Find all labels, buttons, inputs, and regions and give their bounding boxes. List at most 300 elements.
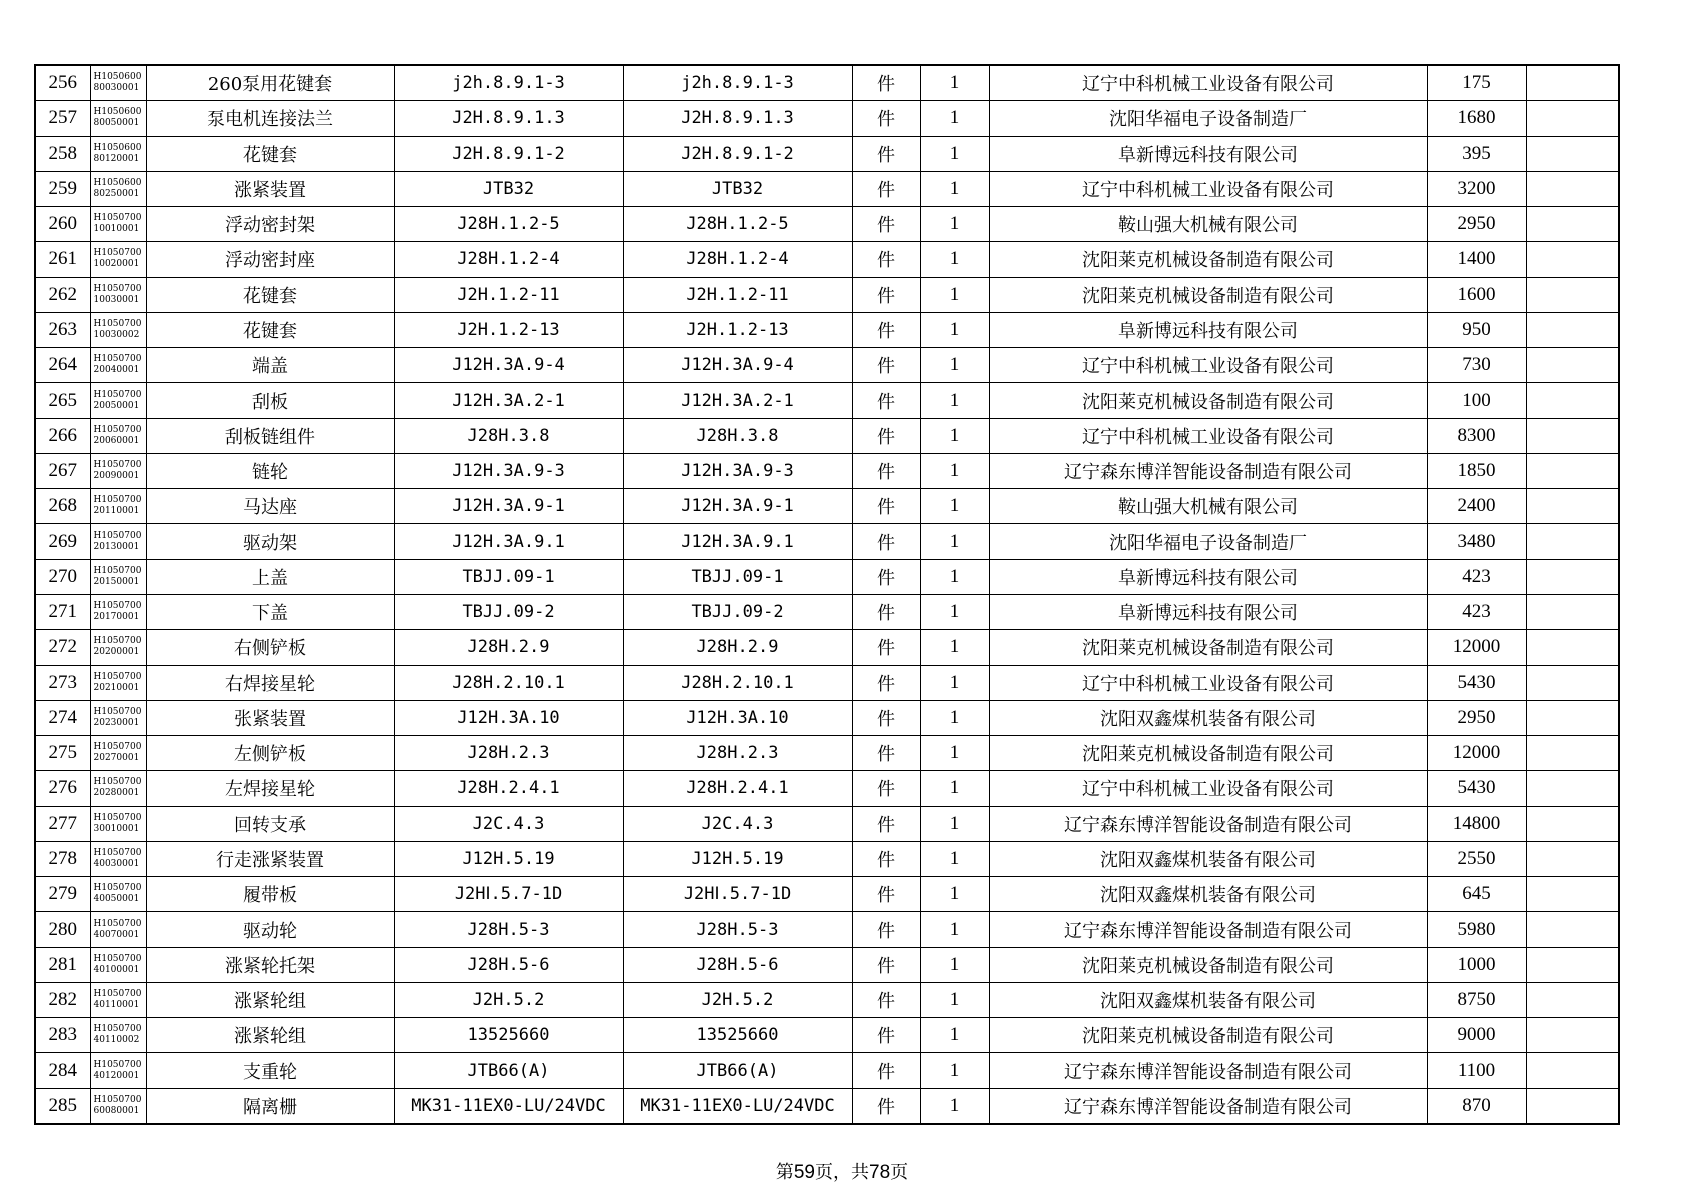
table-row <box>35 947 1619 982</box>
spec-model-cell: J28H.2.9 <box>394 630 623 665</box>
material-code-cell: H105070020050001 <box>90 383 146 418</box>
quantity-cell: 1 <box>920 489 989 524</box>
spec-model-cell: J28H.1.2-4 <box>394 242 623 277</box>
row-number-cell: 263 <box>35 312 90 347</box>
part-name-cell: 浮动密封座 <box>146 242 394 277</box>
unit-price-cell: 5980 <box>1427 912 1526 947</box>
row-number-cell: 272 <box>35 630 90 665</box>
part-name-cell: 涨紧轮组 <box>146 982 394 1017</box>
spec-model-cell: JTB32 <box>394 171 623 206</box>
row-number-cell: 267 <box>35 453 90 488</box>
row-number-cell: 275 <box>35 736 90 771</box>
footer-suffix: 页 <box>890 1162 909 1183</box>
material-code-cell: H105070030010001 <box>90 806 146 841</box>
drawing-number-cell: J12H.3A.2-1 <box>623 383 852 418</box>
supplier-name-cell: 阜新博远科技有限公司 <box>989 559 1427 594</box>
spec-model-cell: TBJJ.09-1 <box>394 559 623 594</box>
remark-cell <box>1526 418 1619 453</box>
drawing-number-cell: TBJJ.09-2 <box>623 594 852 629</box>
table-body <box>35 65 1619 1124</box>
spec-model-cell: J12H.3A.2-1 <box>394 383 623 418</box>
drawing-number-cell: J2H.8.9.1.3 <box>623 101 852 136</box>
unit-price-cell: 1100 <box>1427 1053 1526 1088</box>
table-row <box>35 242 1619 277</box>
unit-price-cell: 950 <box>1427 312 1526 347</box>
quantity-cell: 1 <box>920 1018 989 1053</box>
unit-price-cell: 730 <box>1427 348 1526 383</box>
supplier-name-cell: 辽宁森东博洋智能设备制造有限公司 <box>989 1088 1427 1124</box>
unit-cell: 件 <box>852 841 920 876</box>
spec-model-cell: J12H.3A.9-3 <box>394 453 623 488</box>
table-row <box>35 277 1619 312</box>
unit-cell: 件 <box>852 277 920 312</box>
table-row <box>35 594 1619 629</box>
unit-cell: 件 <box>852 771 920 806</box>
remark-cell <box>1526 312 1619 347</box>
quantity-cell: 1 <box>920 383 989 418</box>
drawing-number-cell: J12H.3A.9-3 <box>623 453 852 488</box>
part-name-cell: 左侧铲板 <box>146 736 394 771</box>
drawing-number-cell: J28H.1.2-5 <box>623 207 852 242</box>
material-code-cell: H105070020150001 <box>90 559 146 594</box>
spec-model-cell: J28H.1.2-5 <box>394 207 623 242</box>
remark-cell <box>1526 524 1619 559</box>
drawing-number-cell: TBJJ.09-1 <box>623 559 852 594</box>
quantity-cell: 1 <box>920 101 989 136</box>
quantity-cell: 1 <box>920 912 989 947</box>
unit-cell: 件 <box>852 65 920 101</box>
spec-model-cell: J28H.2.10.1 <box>394 665 623 700</box>
unit-price-cell: 645 <box>1427 877 1526 912</box>
spec-model-cell: J2H.8.9.1.3 <box>394 101 623 136</box>
parts-table <box>34 64 1620 1125</box>
supplier-name-cell: 鞍山强大机械有限公司 <box>989 207 1427 242</box>
material-code-cell: H105060080050001 <box>90 101 146 136</box>
part-name-cell: 左焊接星轮 <box>146 771 394 806</box>
quantity-cell: 1 <box>920 1053 989 1088</box>
table-row <box>35 877 1619 912</box>
spec-model-cell: J28H.3.8 <box>394 418 623 453</box>
table-row <box>35 700 1619 735</box>
remark-cell <box>1526 101 1619 136</box>
quantity-cell: 1 <box>920 700 989 735</box>
supplier-name-cell: 辽宁中科机械工业设备有限公司 <box>989 665 1427 700</box>
part-name-cell: 右焊接星轮 <box>146 665 394 700</box>
row-number-cell: 283 <box>35 1018 90 1053</box>
drawing-number-cell: J12H.5.19 <box>623 841 852 876</box>
table-row <box>35 171 1619 206</box>
material-code-cell: H105070040110001 <box>90 982 146 1017</box>
unit-cell: 件 <box>852 171 920 206</box>
unit-price-cell: 1000 <box>1427 947 1526 982</box>
part-name-cell: 驱动架 <box>146 524 394 559</box>
unit-price-cell: 12000 <box>1427 736 1526 771</box>
unit-cell: 件 <box>852 630 920 665</box>
drawing-number-cell: J2H.8.9.1-2 <box>623 136 852 171</box>
remark-cell <box>1526 242 1619 277</box>
remark-cell <box>1526 877 1619 912</box>
part-name-cell: 端盖 <box>146 348 394 383</box>
row-number-cell: 257 <box>35 101 90 136</box>
unit-price-cell: 12000 <box>1427 630 1526 665</box>
material-code-cell: H105070040050001 <box>90 877 146 912</box>
row-number-cell: 277 <box>35 806 90 841</box>
supplier-name-cell: 辽宁中科机械工业设备有限公司 <box>989 348 1427 383</box>
footer-prefix: 第 <box>775 1162 794 1183</box>
row-number-cell: 279 <box>35 877 90 912</box>
quantity-cell: 1 <box>920 982 989 1017</box>
material-code-cell: H105070040100001 <box>90 947 146 982</box>
part-name-cell: 行走涨紧装置 <box>146 841 394 876</box>
part-name-cell: 张紧装置 <box>146 700 394 735</box>
material-code-cell: H105070010030002 <box>90 312 146 347</box>
table-row <box>35 136 1619 171</box>
unit-cell: 件 <box>852 524 920 559</box>
table-row <box>35 453 1619 488</box>
remark-cell <box>1526 806 1619 841</box>
part-name-cell: 泵电机连接法兰 <box>146 101 394 136</box>
remark-cell <box>1526 665 1619 700</box>
supplier-name-cell: 辽宁森东博洋智能设备制造有限公司 <box>989 912 1427 947</box>
spec-model-cell: J28H.2.4.1 <box>394 771 623 806</box>
supplier-name-cell: 阜新博远科技有限公司 <box>989 136 1427 171</box>
supplier-name-cell: 阜新博远科技有限公司 <box>989 594 1427 629</box>
drawing-number-cell: MK31-11EX0-LU/24VDC <box>623 1088 852 1124</box>
unit-price-cell: 423 <box>1427 559 1526 594</box>
table-row <box>35 630 1619 665</box>
unit-price-cell: 14800 <box>1427 806 1526 841</box>
supplier-name-cell: 辽宁中科机械工业设备有限公司 <box>989 771 1427 806</box>
part-name-cell: 花键套 <box>146 277 394 312</box>
drawing-number-cell: J2H.5.2 <box>623 982 852 1017</box>
quantity-cell: 1 <box>920 453 989 488</box>
table-row <box>35 348 1619 383</box>
material-code-cell: H105070020090001 <box>90 453 146 488</box>
quantity-cell: 1 <box>920 242 989 277</box>
table-row <box>35 1018 1619 1053</box>
unit-cell: 件 <box>852 101 920 136</box>
remark-cell <box>1526 1053 1619 1088</box>
material-code-cell: H105070040110002 <box>90 1018 146 1053</box>
material-code-cell: H105070010030001 <box>90 277 146 312</box>
drawing-number-cell: JTB32 <box>623 171 852 206</box>
quantity-cell: 1 <box>920 348 989 383</box>
material-code-cell: H105070040120001 <box>90 1053 146 1088</box>
remark-cell <box>1526 383 1619 418</box>
current-page-number: 59 <box>793 1162 815 1183</box>
part-name-cell: 花键套 <box>146 136 394 171</box>
material-code-cell: H105070010020001 <box>90 242 146 277</box>
row-number-cell: 264 <box>35 348 90 383</box>
unit-cell: 件 <box>852 982 920 1017</box>
material-code-cell: H105070040070001 <box>90 912 146 947</box>
remark-cell <box>1526 171 1619 206</box>
supplier-name-cell: 沈阳双鑫煤机装备有限公司 <box>989 982 1427 1017</box>
quantity-cell: 1 <box>920 312 989 347</box>
remark-cell <box>1526 348 1619 383</box>
unit-price-cell: 8300 <box>1427 418 1526 453</box>
unit-price-cell: 1400 <box>1427 242 1526 277</box>
unit-price-cell: 2550 <box>1427 841 1526 876</box>
unit-price-cell: 5430 <box>1427 771 1526 806</box>
table-row <box>35 65 1619 101</box>
part-name-cell: 支重轮 <box>146 1053 394 1088</box>
unit-price-cell: 2400 <box>1427 489 1526 524</box>
spec-model-cell: J2C.4.3 <box>394 806 623 841</box>
spec-model-cell: J28H.5-3 <box>394 912 623 947</box>
row-number-cell: 271 <box>35 594 90 629</box>
material-code-cell: H105060080030001 <box>90 65 146 101</box>
part-name-cell: 驱动轮 <box>146 912 394 947</box>
spec-model-cell: JTB66(A) <box>394 1053 623 1088</box>
material-code-cell: H105070010010001 <box>90 207 146 242</box>
unit-price-cell: 1850 <box>1427 453 1526 488</box>
table-row <box>35 383 1619 418</box>
quantity-cell: 1 <box>920 418 989 453</box>
material-code-cell: H105070020200001 <box>90 630 146 665</box>
spec-model-cell: j2h.8.9.1-3 <box>394 65 623 101</box>
unit-cell: 件 <box>852 453 920 488</box>
row-number-cell: 260 <box>35 207 90 242</box>
remark-cell <box>1526 453 1619 488</box>
drawing-number-cell: J12H.3A.10 <box>623 700 852 735</box>
part-name-cell: 回转支承 <box>146 806 394 841</box>
supplier-name-cell: 辽宁森东博洋智能设备制造有限公司 <box>989 453 1427 488</box>
row-number-cell: 269 <box>35 524 90 559</box>
table-row <box>35 736 1619 771</box>
table-row <box>35 207 1619 242</box>
table-row <box>35 1088 1619 1124</box>
row-number-cell: 284 <box>35 1053 90 1088</box>
remark-cell <box>1526 982 1619 1017</box>
drawing-number-cell: J12H.3A.9-4 <box>623 348 852 383</box>
table-row <box>35 418 1619 453</box>
remark-cell <box>1526 700 1619 735</box>
row-number-cell: 262 <box>35 277 90 312</box>
spec-model-cell: J12H.3A.9.1 <box>394 524 623 559</box>
unit-cell: 件 <box>852 877 920 912</box>
supplier-name-cell: 沈阳莱克机械设备制造有限公司 <box>989 630 1427 665</box>
unit-price-cell: 2950 <box>1427 207 1526 242</box>
material-code-cell: H105070020280001 <box>90 771 146 806</box>
drawing-number-cell: J28H.2.10.1 <box>623 665 852 700</box>
unit-price-cell: 870 <box>1427 1088 1526 1124</box>
supplier-name-cell: 鞍山强大机械有限公司 <box>989 489 1427 524</box>
row-number-cell: 281 <box>35 947 90 982</box>
drawing-number-cell: j2h.8.9.1-3 <box>623 65 852 101</box>
table-row <box>35 524 1619 559</box>
unit-price-cell: 395 <box>1427 136 1526 171</box>
drawing-number-cell: J28H.2.9 <box>623 630 852 665</box>
row-number-cell: 285 <box>35 1088 90 1124</box>
spec-model-cell: MK31-11EX0-LU/24VDC <box>394 1088 623 1124</box>
row-number-cell: 265 <box>35 383 90 418</box>
unit-price-cell: 9000 <box>1427 1018 1526 1053</box>
drawing-number-cell: J28H.3.8 <box>623 418 852 453</box>
supplier-name-cell: 沈阳莱克机械设备制造有限公司 <box>989 383 1427 418</box>
table-row <box>35 771 1619 806</box>
drawing-number-cell: J28H.2.3 <box>623 736 852 771</box>
material-code-cell: H105070020130001 <box>90 524 146 559</box>
quantity-cell: 1 <box>920 841 989 876</box>
supplier-name-cell: 沈阳莱克机械设备制造有限公司 <box>989 1018 1427 1053</box>
spec-model-cell: J28H.5-6 <box>394 947 623 982</box>
unit-cell: 件 <box>852 947 920 982</box>
quantity-cell: 1 <box>920 630 989 665</box>
quantity-cell: 1 <box>920 806 989 841</box>
part-name-cell: 刮板链组件 <box>146 418 394 453</box>
quantity-cell: 1 <box>920 207 989 242</box>
unit-price-cell: 5430 <box>1427 665 1526 700</box>
table-row <box>35 841 1619 876</box>
quantity-cell: 1 <box>920 524 989 559</box>
part-name-cell: 260泵用花键套 <box>146 65 394 101</box>
quantity-cell: 1 <box>920 559 989 594</box>
drawing-number-cell: J2H.1.2-13 <box>623 312 852 347</box>
row-number-cell: 256 <box>35 65 90 101</box>
material-code-cell: H105070020210001 <box>90 665 146 700</box>
supplier-name-cell: 沈阳莱克机械设备制造有限公司 <box>989 277 1427 312</box>
material-code-cell: H105060080250001 <box>90 171 146 206</box>
unit-cell: 件 <box>852 594 920 629</box>
material-code-cell: H105070020040001 <box>90 348 146 383</box>
supplier-name-cell: 沈阳莱克机械设备制造有限公司 <box>989 947 1427 982</box>
remark-cell <box>1526 594 1619 629</box>
unit-price-cell: 100 <box>1427 383 1526 418</box>
drawing-number-cell: J28H.2.4.1 <box>623 771 852 806</box>
unit-cell: 件 <box>852 136 920 171</box>
part-name-cell: 下盖 <box>146 594 394 629</box>
spec-model-cell: 13525660 <box>394 1018 623 1053</box>
supplier-name-cell: 辽宁中科机械工业设备有限公司 <box>989 418 1427 453</box>
unit-price-cell: 2950 <box>1427 700 1526 735</box>
unit-cell: 件 <box>852 242 920 277</box>
table-row <box>35 982 1619 1017</box>
unit-cell: 件 <box>852 489 920 524</box>
material-code-cell: H105070020060001 <box>90 418 146 453</box>
unit-price-cell: 3480 <box>1427 524 1526 559</box>
unit-price-cell: 423 <box>1427 594 1526 629</box>
quantity-cell: 1 <box>920 171 989 206</box>
spec-model-cell: J2H.1.2-13 <box>394 312 623 347</box>
page-footer <box>0 1158 1684 1184</box>
quantity-cell: 1 <box>920 1088 989 1124</box>
supplier-name-cell: 沈阳华福电子设备制造厂 <box>989 524 1427 559</box>
part-name-cell: 马达座 <box>146 489 394 524</box>
supplier-name-cell: 沈阳莱克机械设备制造有限公司 <box>989 736 1427 771</box>
part-name-cell: 上盖 <box>146 559 394 594</box>
drawing-number-cell: 13525660 <box>623 1018 852 1053</box>
part-name-cell: 履带板 <box>146 877 394 912</box>
unit-cell: 件 <box>852 1088 920 1124</box>
drawing-number-cell: J2HⅠ.5.7-1D <box>623 877 852 912</box>
row-number-cell: 282 <box>35 982 90 1017</box>
material-code-cell: H105070020230001 <box>90 700 146 735</box>
spec-model-cell: J2H.5.2 <box>394 982 623 1017</box>
remark-cell <box>1526 771 1619 806</box>
spec-model-cell: J12H.3A.9-1 <box>394 489 623 524</box>
unit-cell: 件 <box>852 912 920 947</box>
spec-model-cell: J12H.3A.10 <box>394 700 623 735</box>
total-pages-number: 78 <box>869 1162 891 1183</box>
remark-cell <box>1526 1088 1619 1124</box>
table-row <box>35 489 1619 524</box>
part-name-cell: 链轮 <box>146 453 394 488</box>
row-number-cell: 261 <box>35 242 90 277</box>
row-number-cell: 270 <box>35 559 90 594</box>
drawing-number-cell: J28H.1.2-4 <box>623 242 852 277</box>
supplier-name-cell: 沈阳双鑫煤机装备有限公司 <box>989 877 1427 912</box>
supplier-name-cell: 辽宁森东博洋智能设备制造有限公司 <box>989 806 1427 841</box>
drawing-number-cell: J28H.5-6 <box>623 947 852 982</box>
part-name-cell: 涨紧装置 <box>146 171 394 206</box>
drawing-number-cell: J2C.4.3 <box>623 806 852 841</box>
remark-cell <box>1526 630 1619 665</box>
drawing-number-cell: J12H.3A.9-1 <box>623 489 852 524</box>
quantity-cell: 1 <box>920 877 989 912</box>
row-number-cell: 280 <box>35 912 90 947</box>
unit-cell: 件 <box>852 700 920 735</box>
supplier-name-cell: 沈阳莱克机械设备制造有限公司 <box>989 242 1427 277</box>
spec-model-cell: J28H.2.3 <box>394 736 623 771</box>
row-number-cell: 278 <box>35 841 90 876</box>
unit-cell: 件 <box>852 665 920 700</box>
unit-price-cell: 175 <box>1427 65 1526 101</box>
unit-price-cell: 1600 <box>1427 277 1526 312</box>
drawing-number-cell: J28H.5-3 <box>623 912 852 947</box>
table-row <box>35 101 1619 136</box>
supplier-name-cell: 沈阳双鑫煤机装备有限公司 <box>989 700 1427 735</box>
spec-model-cell: J12H.3A.9-4 <box>394 348 623 383</box>
part-name-cell: 涨紧轮托架 <box>146 947 394 982</box>
drawing-number-cell: JTB66(A) <box>623 1053 852 1088</box>
row-number-cell: 268 <box>35 489 90 524</box>
unit-price-cell: 3200 <box>1427 171 1526 206</box>
remark-cell <box>1526 947 1619 982</box>
remark-cell <box>1526 841 1619 876</box>
drawing-number-cell: J2H.1.2-11 <box>623 277 852 312</box>
remark-cell <box>1526 207 1619 242</box>
remark-cell <box>1526 65 1619 101</box>
material-code-cell: H105070060080001 <box>90 1088 146 1124</box>
table-row <box>35 1053 1619 1088</box>
material-code-cell: H105070020110001 <box>90 489 146 524</box>
material-code-cell: H105070040030001 <box>90 841 146 876</box>
quantity-cell: 1 <box>920 277 989 312</box>
remark-cell <box>1526 559 1619 594</box>
quantity-cell: 1 <box>920 594 989 629</box>
row-number-cell: 258 <box>35 136 90 171</box>
part-name-cell: 刮板 <box>146 383 394 418</box>
spec-model-cell: J2H.8.9.1-2 <box>394 136 623 171</box>
table-row <box>35 912 1619 947</box>
unit-price-cell: 8750 <box>1427 982 1526 1017</box>
supplier-name-cell: 沈阳双鑫煤机装备有限公司 <box>989 841 1427 876</box>
spec-model-cell: J2HⅠ.5.7-1D <box>394 877 623 912</box>
supplier-name-cell: 辽宁中科机械工业设备有限公司 <box>989 65 1427 101</box>
part-name-cell: 右侧铲板 <box>146 630 394 665</box>
quantity-cell: 1 <box>920 136 989 171</box>
unit-cell: 件 <box>852 418 920 453</box>
quantity-cell: 1 <box>920 65 989 101</box>
unit-cell: 件 <box>852 312 920 347</box>
drawing-number-cell: J12H.3A.9.1 <box>623 524 852 559</box>
quantity-cell: 1 <box>920 947 989 982</box>
table-row <box>35 806 1619 841</box>
material-code-cell: H105060080120001 <box>90 136 146 171</box>
supplier-name-cell: 辽宁中科机械工业设备有限公司 <box>989 171 1427 206</box>
footer-mid: 页，共 <box>815 1162 869 1183</box>
